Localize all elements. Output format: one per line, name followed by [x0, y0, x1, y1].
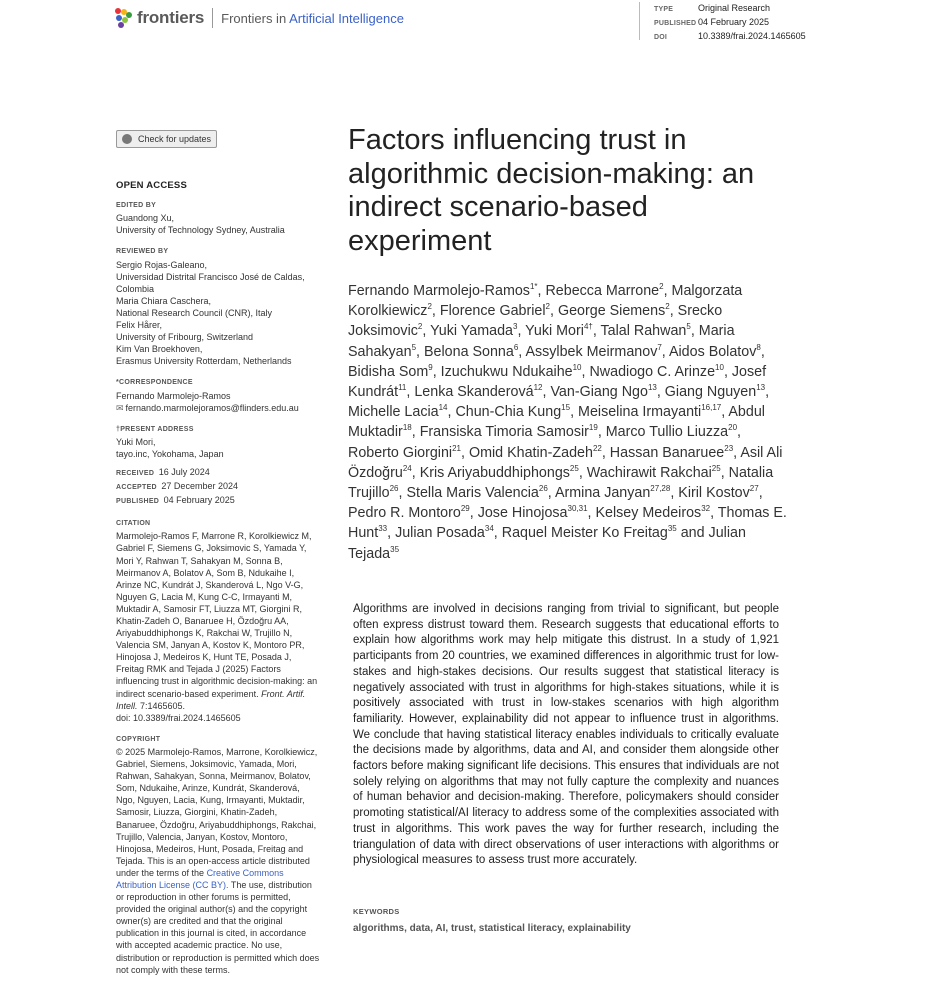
article-title: Factors influencing trust in algorithmic decision-making: an indirect scenario-based experiment	[348, 124, 755, 257]
present-address-line: tayo.inc, Yokohama, Japan	[116, 448, 224, 459]
copyright-tail: The use, distribution or reproduction in other forums is permitted, provided the original author(s) and the copyright owner(s) are credited and that the original publication in this journal is cited, in accordance with accepted academic practice. No use, distribution or reproduction is permitted which does not comply with these terms.	[116, 879, 320, 975]
edited-by-label: EDITED BY	[116, 202, 157, 210]
citation-journal: Front. Artif. Intell.	[116, 688, 306, 711]
citation-text	[116, 530, 321, 724]
author-name[interactable]: Fransiska Timoria Samosir	[419, 424, 589, 441]
meta-published	[654, 16, 806, 30]
sidebar	[116, 130, 321, 976]
meta-type-value: Original Research	[698, 3, 771, 13]
author-affiliation-sup: 3	[513, 322, 518, 332]
journal-name	[221, 11, 404, 26]
author-affiliation-sup: 30,31	[567, 504, 588, 514]
author-name[interactable]: Michelle Lacia	[348, 404, 439, 421]
author-name[interactable]: Roberto Giorgini	[348, 444, 453, 461]
author-name[interactable]: Marco Tullio Liuzza	[605, 424, 729, 441]
abstract: Algorithms are involved in decisions ranging from trivial to significant, but people often express distrust toward them. Research suggests that educational efforts to explain how algorithms work may help mitigate this distrust. In a study of 1,921 participants from 20 countries, we examined differences in algorithmic trust for low-stakes and high-stakes decisions. Our results suggest that statistical literacy is negatively associated with trust in algorithms for high-stakes situations, while it is positively associated with trust in low-stakes scenarios with high algorithm familiarity. However, explainability did not appear to influence trust in algorithms. We conclude that having statistical literacy enables individuals to critically evaluate the decisions made by algorithms, data and AI, and consider them alongside other factors before making significant life decisions. This ensures that individuals are not solely relying on algorithms that may not fully capture the complexity and nuances of human behavior and decision-making. Therefore, policymakers should consider promoting statistical/AI literacy to address some of the complexities associated with trust in algorithms. This work paves the way for further research, including the triangulation of data with direct observations of user interactions with algorithms or physiological measures to assess trust more accurately.	[353, 603, 779, 867]
author-name[interactable]: Aidos Bolatov	[668, 343, 757, 360]
author-name[interactable]: Bidisha Som	[348, 363, 429, 380]
author-name[interactable]: Talal Rahwan	[600, 323, 687, 340]
mail-icon: ✉	[116, 402, 124, 413]
check-updates-label: Check for updates	[138, 134, 212, 144]
author-name[interactable]: Assylbek Meirmanov	[525, 343, 658, 360]
author-affiliation-sup: 14	[438, 403, 448, 413]
meta-doi	[654, 30, 806, 44]
author-affiliation-sup: 29	[460, 504, 470, 514]
author-name[interactable]: Julian Posada	[395, 525, 485, 542]
copyright-label: COPYRIGHT	[116, 735, 161, 743]
author-affiliation-sup: 25	[711, 464, 721, 474]
author-affiliation-sup: 4†	[583, 322, 593, 332]
author-name[interactable]: Thomas E. Hunt	[348, 505, 787, 542]
journal-title: Artificial Intelligence	[289, 10, 404, 26]
correspondence-email-row	[116, 402, 321, 414]
reviewer-line: Sergio Rojas-Galeano,	[116, 259, 208, 270]
copyright-text	[116, 746, 321, 976]
author-name[interactable]: Natalia Trujillo	[348, 464, 774, 502]
author-name[interactable]: Meiselina Irmayanti	[578, 404, 702, 421]
reviewer-line: Kim Van Broekhoven,	[116, 344, 203, 355]
author-affiliation-sup: 8	[756, 342, 761, 352]
author-affiliation-sup: 16,17	[701, 403, 722, 413]
author-name[interactable]: Pedro R. Montoro	[348, 505, 461, 522]
author-name[interactable]: Lenka Skanderová	[414, 384, 534, 401]
author-affiliation-sup: 27,28	[650, 484, 671, 494]
reviewer-line: Felix Hårer,	[116, 320, 163, 331]
present-address-label: †PRESENT ADDRESS	[116, 425, 194, 433]
author-name[interactable]: Wachirawit Rakchai	[586, 464, 712, 481]
author-name[interactable]: George Siemens	[557, 303, 666, 320]
author-affiliation-sup: 23	[724, 443, 734, 453]
author-name[interactable]: Hassan Banaruee	[609, 444, 725, 461]
header-divider	[212, 8, 213, 28]
check-for-updates-button[interactable]	[116, 130, 217, 148]
author-name[interactable]: Giang Nguyen	[664, 384, 757, 401]
published-label: PUBLISHED	[116, 498, 160, 506]
correspondence-label: *CORRESPONDENCE	[116, 379, 193, 387]
received-date: 16 July 2024	[158, 466, 210, 477]
reviewer-line: National Research Council (CNR), Italy	[116, 307, 273, 318]
author-affiliation-sup: 27	[749, 484, 759, 494]
author-affiliation-sup: 35	[390, 544, 400, 554]
citation-tail: 7:1465605.	[137, 700, 186, 711]
cc-by-license-link[interactable]: Creative Commons Attribution License (CC BY).	[116, 867, 284, 890]
published-date: 04 February 2025	[163, 495, 235, 506]
author-affiliation-sup: 24	[402, 464, 412, 474]
author-affiliation-sup: 10	[715, 363, 724, 373]
author-name[interactable]: Yuki Yamada	[430, 323, 513, 340]
author-name[interactable]: Maria Sahakyan	[348, 323, 735, 360]
author-affiliation-sup: 26	[538, 484, 548, 494]
reviewer-line: Maria Chiara Caschera,	[116, 295, 212, 306]
author-name[interactable]: Kris Ariyabuddhiphongs	[419, 464, 570, 481]
article-meta	[639, 2, 806, 40]
author-affiliation-sup: 18	[402, 423, 412, 433]
author-name[interactable]: Fernando Marmolejo-Ramos	[348, 283, 530, 299]
reviewer-line: Universidad Distrital Francisco José de Caldas, Colombia	[116, 271, 305, 294]
author-name[interactable]: Kiril Kostov	[678, 485, 750, 502]
update-icon	[122, 134, 132, 144]
author-name[interactable]: Belona Sonna	[424, 343, 514, 360]
accepted-date: 27 December 2024	[161, 481, 238, 492]
author-name[interactable]: Yuki Mori	[525, 323, 584, 340]
author-affiliation-sup: 32	[701, 504, 711, 514]
meta-published-value: 04 February 2025	[698, 17, 770, 27]
keywords-label: KEYWORDS	[353, 907, 400, 916]
reviewer-line: University of Fribourg, Switzerland	[116, 332, 254, 343]
author-name[interactable]: Malgorzata Korolkiewicz	[348, 283, 743, 320]
author-name[interactable]: Raquel Meister Ko Freitag	[501, 525, 668, 542]
author-list: Fernando Marmolejo-Ramos$^{1*}$, Rebecca Marrone$^2$, Malgorzata Korolkiewicz$^2$, Florence Gabriel$^2$, George Siemens$^2$, Srecko Joksimovic$^2$, Yuki Yamada$^3$, Yuki Mori$^{4\dagger}$, Talal Rahwan$^5$, Maria Sahakyan$^5$, Belona Sonna$^6$, Assylbek Meirmanov$^7$, Aidos Bolatov$^8$, Bidisha Som$^9$, Izuchukwu Ndukaihe$^{10}$, Nwadiogo C. Arinze$^{10}$, Josef Kundrát$^{11}$, Lenka Skanderová$^{12}$, Van-Giang Ngo$^{13}$, Giang Nguyen$^{13}$, Michelle Lacia$^{14}$, Chun-Chia Kung$^{15}$, Meiselina Irmayanti$^{16,17}$, Abdul Muktadir$^{18}$, Fransiska Timoria Samosir$^{19}$, Marco Tullio Liuzza$^{20}$, Roberto Giorgini$^{21}$, Omid Khatin-Zadeh$^{22}$, Hassan Banaruee$^{23}$, Asil Ali Özdoğru$^{24}$, Kris Ariyabuddhiphongs$^{25}$, Wachirawit Rakchai$^{25}$, Natalia Trujillo$^{26}$, Stella Maris Valencia$^{26}$, Armina Janyan$^{27,28}$, Kiril Kostov$^{27}$, Pedro R. Montoro$^{29}$, Jose Hinojosa$^{30,31}$, Kelsey Medeiros$^{32}$, Thomas E. Hunt$^{33}$, Julian Posada$^{34}$, Raquel Meister Ko Freitag$^{35}$ and Julian Tejada$^{35}$	[348, 282, 787, 562]
author-name[interactable]: Florence Gabriel	[439, 303, 546, 320]
keywords: algorithms, data, AI, trust, statistical literacy, explainability	[353, 923, 631, 934]
author-name[interactable]: Armina Janyan	[554, 485, 651, 502]
meta-doi-value[interactable]: 10.3389/frai.2024.1465605	[698, 31, 806, 41]
author-affiliation-sup: 10	[572, 363, 582, 373]
author-name[interactable]: Julian Tejada	[348, 525, 746, 562]
author-affiliation-sup: 2	[427, 302, 432, 312]
author-name[interactable]: Stella Maris Valencia	[406, 485, 539, 502]
author-affiliation-sup: 1*	[529, 282, 538, 292]
article-dates	[116, 466, 321, 508]
meta-type	[654, 2, 806, 16]
author-affiliation-sup: 22	[592, 443, 602, 453]
author-affiliation-sup: 9	[428, 363, 433, 373]
author-affiliation-sup: 13	[756, 383, 766, 393]
correspondence-name: Fernando Marmolejo-Ramos	[116, 390, 231, 401]
author-affiliation-sup: 21	[452, 443, 462, 453]
author-affiliation-sup: 15	[561, 403, 571, 413]
author-name[interactable]: Abdul Muktadir	[348, 404, 765, 441]
journal-prefix: Frontiers in	[221, 10, 290, 26]
citation-label: CITATION	[116, 520, 151, 528]
citation-doi[interactable]: doi: 10.3389/frai.2024.1465605	[116, 712, 241, 723]
author-name[interactable]: Asil Ali Özdoğru	[348, 444, 783, 481]
author-affiliation-sup: 2	[417, 322, 423, 332]
author-affiliation-sup: 13	[647, 383, 657, 393]
author-affiliation-sup: 35	[667, 524, 677, 534]
author-affiliation-sup: 6	[513, 342, 519, 352]
author-affiliation-sup: 19	[588, 423, 598, 433]
author-affiliation-sup: 7	[657, 342, 662, 352]
author-name[interactable]: Izuchukwu Ndukaihe	[440, 363, 573, 380]
author-affiliation-sup: 12	[533, 383, 543, 393]
author-name[interactable]: Jose Hinojosa	[477, 505, 568, 522]
copyright-body: © 2025 Marmolejo-Ramos, Marrone, Korolkiewicz, Gabriel, Siemens, Joksimovic, Yamada, Mori, Rahwan, Sahakyan, Sonna, Meirmanov, Bolatov, Som, Ndukaihe, Arinze, Kundrát, Skanderová, Ngo, Nguyen, Lacia, Kung, Irmayanti, Muktadir, Samosir, Liuzza, Giorgini, Khatin-Zadeh, Banaruee, Özdoğru, Ariyabuddhiphongs, Rakchai, Trujillo, Valencia, Janyan, Kostov, Montoro, Hinojosa, Medeiros, Hunt, Posada, Freitag and Tejada. This is an open-access article distributed under the terms of the	[116, 746, 318, 878]
author-affiliation-sup: 25	[569, 464, 579, 474]
author-affiliation-sup: 5	[411, 342, 417, 352]
brand-name: frontiers	[137, 8, 205, 27]
author-name[interactable]: Omid Khatin-Zadeh	[468, 444, 593, 461]
author-affiliation-sup: 33	[378, 524, 388, 534]
author-name[interactable]: Rebecca Marrone	[545, 283, 660, 299]
correspondence-email[interactable]: fernando.marmolejoramos@flinders.edu.au	[125, 402, 299, 413]
author-affiliation-sup: 2	[545, 302, 550, 312]
citation-body: Marmolejo-Ramos F, Marrone R, Korolkiewicz M, Gabriel F, Siemens G, Joksimovic S, Yamada Y, Mori Y, Rahwan T, Sahakyan M, Sonna B, Meirmanov A, Bolatov A, Som B, Ndukaihe I, Arinze NC, Kundrát J, Skanderová L, Ngo V-G, Nguyen G, Lacia M, Kung C-C, Irmayanti M, Muktadir A, Samosir FT, Liuzza MT, Giorgini R, Khatin-Zadeh O, Banaruee H, Özdoğru AA, Ariyabuddhiphongs K, Rakchai W, Trujillo N, Valencia SM, Janyan A, Kostov K, Montoro PR, Hinojosa J, Medeiros K, Hunt TE, Posada J, Freitag RMK and Tejada J (2025) Factors influencing trust in algorithmic decision-making: an indirect scenario-based experiment.	[116, 531, 318, 699]
reviewed-by-label: REVIEWED BY	[116, 248, 169, 256]
author-name[interactable]: Srecko Joksimovic	[348, 303, 723, 340]
author-name[interactable]: Nwadiogo C. Arinze	[589, 363, 716, 380]
author-affiliation-sup: 2	[659, 282, 664, 292]
reviewer-line: Erasmus University Rotterdam, Netherlands	[116, 356, 292, 367]
editor-name: Guandong Xu,	[116, 213, 175, 224]
editor-affiliation: University of Technology Sydney, Australia	[116, 225, 285, 236]
author-name[interactable]: Chun-Chia Kung	[455, 404, 562, 421]
frontiers-logo-icon	[115, 8, 133, 28]
author-affiliation-sup: 5	[686, 322, 691, 332]
author-name[interactable]: Van-Giang Ngo	[550, 384, 648, 401]
meta-published-key: PUBLISHED	[654, 20, 697, 27]
received-label: RECEIVED	[116, 469, 155, 477]
author-affiliation-sup: 26	[389, 484, 399, 494]
author-name[interactable]: Josef Kundrát	[348, 363, 767, 401]
meta-type-key: TYPE	[654, 6, 674, 13]
author-affiliation-sup: 34	[484, 524, 494, 534]
open-access-label: OPEN ACCESS	[116, 180, 188, 192]
author-affiliation-sup: 20	[728, 423, 738, 433]
meta-doi-key: DOI	[654, 34, 668, 41]
accepted-label: ACCEPTED	[116, 484, 157, 492]
journal-logo[interactable]	[115, 8, 404, 28]
author-affiliation-sup: 11	[398, 383, 407, 393]
author-name[interactable]: Kelsey Medeiros	[595, 505, 702, 522]
present-address-line: Yuki Mori,	[116, 436, 156, 447]
author-affiliation-sup: 2	[665, 302, 670, 312]
